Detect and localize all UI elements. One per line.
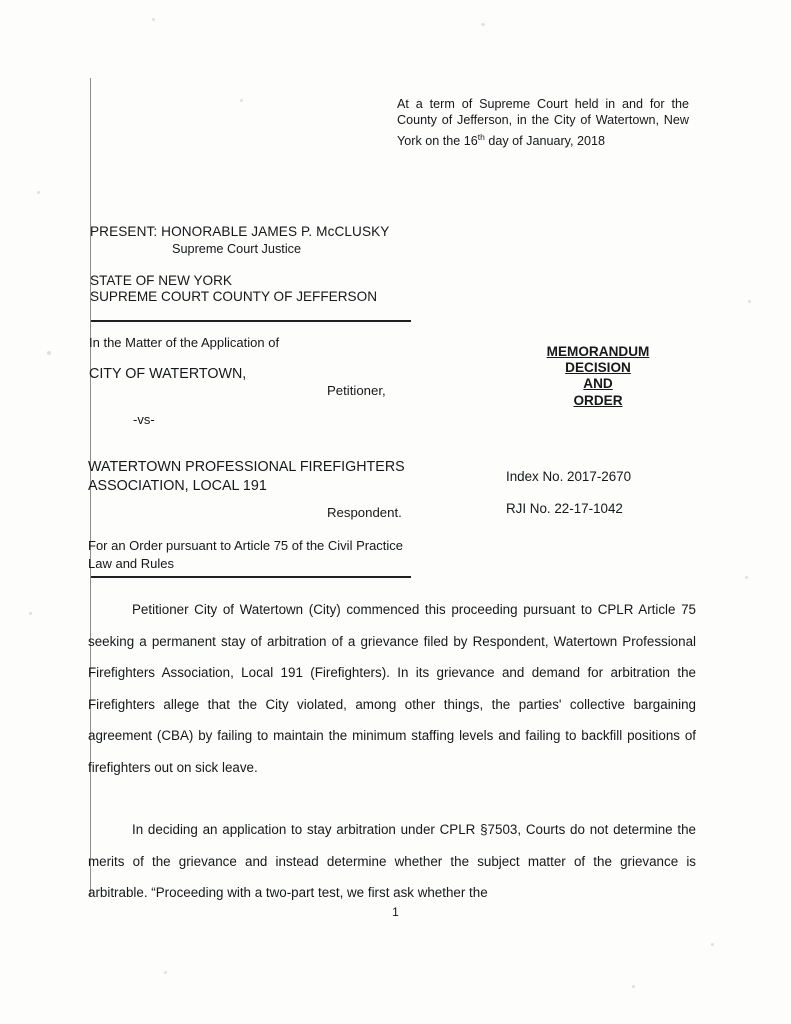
relief-requested-line: For an Order pursuant to Article 75 of the Civil Practice Law and Rules — [88, 538, 404, 571]
memorandum-title — [508, 344, 688, 409]
respondent-name: WATERTOWN PROFESSIONAL FIREFIGHTERS ASSOCIATION, LOCAL 191 — [88, 459, 405, 494]
presiding-judge-line: PRESENT: HONORABLE JAMES P. McCLUSKY — [90, 224, 390, 239]
presiding-judge-title: Supreme Court Justice — [172, 242, 302, 256]
ordinal-suffix: th — [477, 131, 485, 142]
court-term-caption — [397, 96, 689, 149]
decision-body — [88, 594, 696, 909]
caption-divider-bottom — [91, 576, 411, 578]
body-paragraph: In deciding an application to stay arbitration under CPLR §7503, Courts do not determine the merits of the grievance and instead determine whether the subject matter of the grievance is arbitrable. “Proceeding with a two-part test, we first ask whether the — [88, 822, 696, 900]
court-county-line: SUPREME COURT COUNTY OF JEFFERSON — [90, 289, 378, 304]
memorandum-title-line-1: MEMORANDUM — [546, 344, 650, 359]
court-term-caption-date: day of January, 2018 — [484, 134, 606, 148]
memorandum-title-line-4: ORDER — [573, 392, 623, 408]
index-number: Index No. 2017-2670 — [506, 469, 632, 484]
petitioner-name: CITY OF WATERTOWN, — [89, 366, 247, 382]
state-line: STATE OF NEW YORK — [90, 273, 232, 288]
page-number: 1 — [392, 905, 399, 919]
rji-number: RJI No. 22-17-1042 — [506, 501, 623, 516]
petitioner-role: Petitioner, — [327, 383, 386, 398]
caption-divider-top — [91, 320, 411, 322]
memorandum-title-line-3: AND — [583, 376, 613, 392]
matter-line: In the Matter of the Application of — [89, 335, 280, 350]
body-paragraph: Petitioner City of Watertown (City) commenced this proceeding pursuant to CPLR Article 75 seeking a permanent stay of arbitration of a grievance filed by Respondent, Watertown Professional Firefighters Association, Local 191 (Firefighters). In its grievance and demand for arbitration the Firefighters allege that the City violated, among other things, the parties' collective bargaining agreement (CBA) by failing to maintain the minimum staffing levels and failing to backfill positions of firefighters out on sick leave. — [88, 602, 696, 775]
versus-label: -vs- — [133, 412, 155, 427]
court-term-caption-text: At a term of Supreme Court held in and for the County of Jefferson, in the City of Watertown, New York on the 16 — [397, 97, 689, 148]
respondent-role: Respondent. — [327, 505, 402, 520]
memorandum-title-line-2: DECISION — [565, 360, 631, 376]
